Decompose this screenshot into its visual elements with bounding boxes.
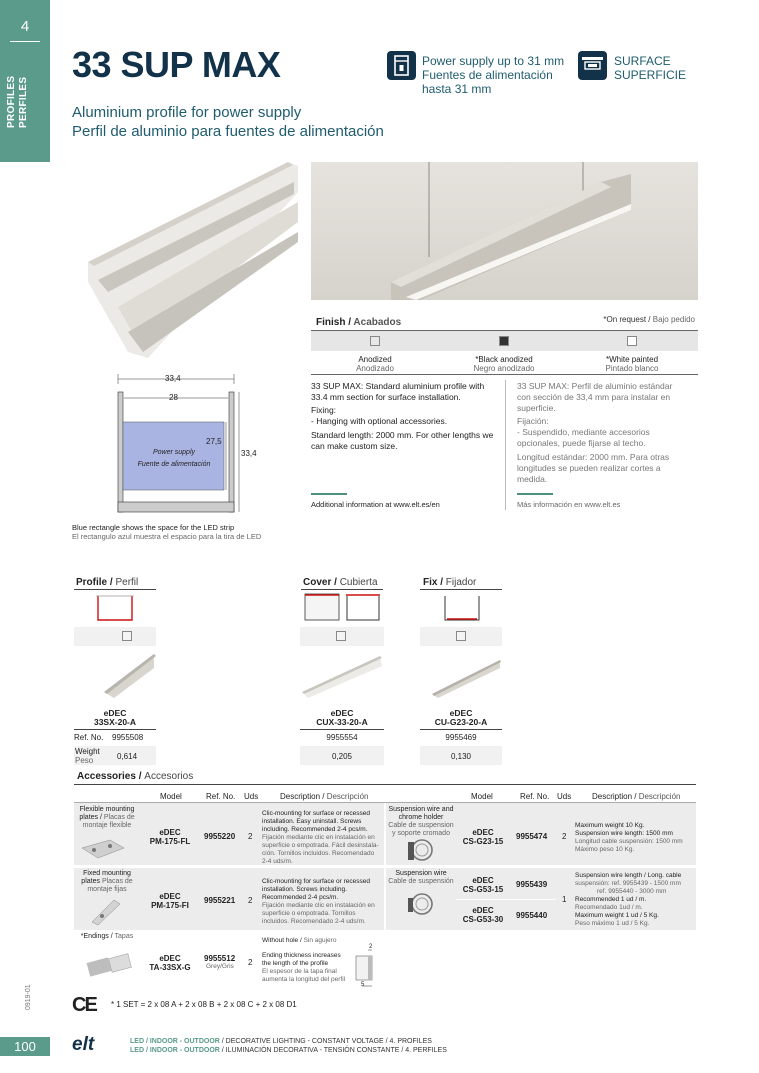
surface-text <box>614 54 686 82</box>
weight-label: Weight Peso <box>75 747 100 765</box>
profile-ref: 9955508 <box>112 733 144 742</box>
drawing-caption: Blue rectangle shows the space for the LED strip El rectangulo azul muestra el espacio para la tira de LED <box>72 523 262 541</box>
suspension-wire-photo <box>404 890 438 918</box>
white-painted-swatch <box>627 336 637 346</box>
dim-b: 5 <box>361 982 365 988</box>
fix-product-photo <box>420 648 502 700</box>
accessory-name: *Endings / Tapas <box>80 933 134 940</box>
accessories-title: Accessories / Accesorios <box>77 771 194 782</box>
rule <box>300 729 384 730</box>
rule <box>311 493 347 495</box>
swatch-row <box>74 627 156 646</box>
ending-cap-photo <box>84 950 134 980</box>
header-model: Model <box>160 792 182 801</box>
fix-section-title: Fix / Fijador <box>423 577 477 588</box>
header-uds: Uds <box>557 792 572 801</box>
fix-ref: 9955469 <box>445 733 477 742</box>
power-supply-label: Power supply Fuente de alimentación <box>137 449 211 468</box>
anodized-swatch <box>370 336 380 346</box>
suspension-holder-photo <box>404 836 438 864</box>
accessory-name: Suspension wire and chrome holder Cable de suspension y soporte cromado <box>388 806 454 837</box>
description-es: 33 SUP MAX: Perfil de aluminio estándar con sección de 33,4 mm para instalar en superficie. Fijación: - Suspendido, mediante accesorios opcionales, puede fijarse al techo. Longitud estándar: 2000 mm. Para otras longitudes se pueden realizar cortes a medida. <box>517 381 673 484</box>
section-number: 4 <box>20 18 30 35</box>
section-label <box>6 28 30 128</box>
profile-section-icon <box>94 592 136 624</box>
badge-line: Fuentes de alimentación <box>422 68 553 82</box>
accessory-name: Flexible mounting plates / Placas de montaje flexible <box>79 806 135 829</box>
header-model: Model <box>471 792 493 801</box>
cover-section-title: Cover / Cubierta <box>303 577 378 588</box>
accessory-uds: 2 <box>248 958 253 967</box>
header-ref: Ref. No. <box>206 792 236 801</box>
cover-ref: 9955554 <box>326 733 358 742</box>
cover-section-icon <box>303 592 383 624</box>
accessory-ref: 9955439 <box>516 880 548 889</box>
header-ref: Ref. No. <box>520 792 550 801</box>
cover-product-photo <box>300 648 384 700</box>
section-label-en: PROFILES <box>6 75 17 128</box>
finish-divider <box>311 374 698 375</box>
profile-product-code: eDEC 33SX-20-A <box>93 708 137 727</box>
dim-a: 2 <box>369 944 373 950</box>
page-title: 33 SUP MAX <box>72 44 281 85</box>
dim-outer-height: 33,4 <box>241 449 257 458</box>
dim-inner-height: 27,5 <box>206 437 222 446</box>
application-photo <box>311 162 698 300</box>
ce-mark: CE <box>72 994 96 1016</box>
ref-label: Ref. No. <box>74 733 104 742</box>
footer-text-es: LED / INDOOR - OUTDOOR / ILUMINACIÓN DECORATIVA - TENSIÓN CONSTANTE / 4. PERFILES <box>130 1047 447 1054</box>
accessory-uds: 2 <box>562 832 567 841</box>
dim-inner-width: 28 <box>169 393 178 402</box>
rule <box>420 589 502 590</box>
rule <box>74 729 156 730</box>
description-divider <box>505 380 506 510</box>
accessory-name: Fixed mounting plates Placas de montaje fijas <box>81 870 133 893</box>
on-request-note: *On request / Bajo pedido <box>603 315 695 324</box>
accessory-model: eDEC PM-175-FL <box>149 828 191 846</box>
accessory-model: eDEC CS-G53-30 <box>462 906 504 924</box>
rule <box>74 784 696 785</box>
accessory-ref: 9955474 <box>516 832 548 841</box>
badge-line: hasta 31 mm <box>422 82 492 96</box>
rule <box>420 729 502 730</box>
mounting-plate-photo <box>80 838 128 860</box>
badge-line: Power supply up to 31 mm <box>422 54 565 68</box>
accessory-name: Suspension wire Cable de suspensión <box>388 870 454 885</box>
profile-weight: 0,614 <box>117 752 138 761</box>
finish-label: Anodized Anodizado <box>356 355 394 373</box>
set-note: * 1 SET = 2 x 08 A + 2 x 08 B + 2 x 08 C + 2 x 08 D1 <box>111 1000 297 1009</box>
profile-photo <box>88 162 298 358</box>
accessory-subhead: Without hole / Sin agujero <box>262 937 337 944</box>
page-subtitle <box>72 103 384 141</box>
accessory-model: eDEC PM-175-FI <box>151 892 189 910</box>
accessory-model: eDEC TA-33SX-G <box>149 954 191 972</box>
subtitle-es: Perfil de aluminio para fuentes de alimentación <box>72 123 384 140</box>
cross-section-drawing <box>104 370 264 518</box>
row-divider <box>456 899 556 900</box>
power-supply-text <box>422 54 564 96</box>
accessory-ref: 9955220 <box>204 832 236 841</box>
accessory-color: Grey/Gris <box>206 963 234 970</box>
profile-product-photo <box>74 648 156 700</box>
accessory-uds: 1 <box>562 895 567 904</box>
black-anodized-swatch <box>499 336 509 346</box>
header-description: Description / Descripción <box>592 792 681 801</box>
accessory-description: Clic-mounting for surface or recessed installation. Easy uninstall. Screws including. Recommended 2-4 pcs/m. Fijación mediante clic en instalación en superficie o empotrada. Fácil desinstala-ción. Tornillos incluidos. Recomendado 2-4 uds/m. <box>262 810 379 865</box>
subtitle-en: Aluminium profile for power supply <box>72 104 302 121</box>
accessory-uds: 2 <box>248 896 253 905</box>
header-description: Description / Descripción <box>280 792 369 801</box>
accessory-description: Suspension wire length / Long. cable suspensión: ref. 9955439 - 1500 mm ref. 9955440 - 3000 mm Recommended 1 ud / m. Recomendado 1ud / m. Maximum weight 1 ud / 5 Kg. Peso máximo 1 ud / 5 Kg. <box>575 872 682 927</box>
fix-section-icon <box>441 592 483 624</box>
doc-code: 0919-01 <box>25 984 32 1010</box>
accessory-ref: 9955221 <box>204 896 236 905</box>
dim-outer-width: 33,4 <box>165 374 181 383</box>
rule <box>301 589 383 590</box>
fix-weight: 0,130 <box>450 752 472 761</box>
anodized-swatch <box>336 631 346 641</box>
header-uds: Uds <box>244 792 259 801</box>
accessory-uds: 2 <box>248 832 253 841</box>
cover-weight: 0,205 <box>331 752 353 761</box>
badge-line: SURFACE <box>614 54 671 68</box>
accessory-ref: 9955440 <box>516 911 548 920</box>
accessory-description: Clic-mounting for surface or recessed installation. Screws including. Recommended 2-4 pcs/m. Fijación mediante clic en instalación en superficie o empotrada. Tornillos incluidos. Recomendado 2-4 uds/m. <box>262 878 375 925</box>
accessory-ref: 9955512 <box>204 954 236 963</box>
cover-product-code: eDEC CUX-33-20-A <box>316 708 368 727</box>
accessory-model: eDEC CS-G23-15 <box>462 828 504 846</box>
more-info-en: Additional information at www.elt.es/en <box>311 500 440 509</box>
description-en: 33 SUP MAX: Standard aluminium profile with 33.4 mm section for surface installation. Fixing: - Hanging with optional accessories. Standard length: 2000 mm. For other lengths we can make custom size. <box>311 381 494 451</box>
footer-text-en: LED / INDOOR - OUTDOOR / DECORATIVE LIGHTING - CONSTANT VOLTAGE / 4. PROFILES <box>130 1038 432 1045</box>
fix-product-code: eDEC CU-G23-20-A <box>434 708 488 727</box>
rule <box>74 589 156 590</box>
anodized-swatch <box>122 631 132 641</box>
fixed-plate-photo <box>88 898 124 926</box>
accessory-model: eDEC CS-G53-15 <box>462 876 504 894</box>
page-number: 100 <box>0 1037 50 1056</box>
accessory-description: Ending thickness increases the length of the profile El espesor de la tapa final aumenta la longitud del perfil <box>262 952 346 983</box>
finish-label: *White painted Pintado blanco <box>605 355 659 373</box>
power-supply-icon <box>387 51 416 80</box>
finish-title: Finish / Acabados <box>316 317 402 328</box>
section-label-es: PERFILES <box>18 76 29 128</box>
brand-logo: elt <box>72 1034 95 1055</box>
anodized-swatch <box>456 631 466 641</box>
accessory-description: Maximum weight 10 Kg. Suspension wire length: 1500 mm Longitud cable suspensión: 1500 mm Máximo peso 10 Kg. <box>575 822 683 853</box>
profile-section-title: Profile / Perfil <box>76 577 139 588</box>
surface-mount-icon <box>578 51 607 80</box>
more-info-es: Más información en www.elt.es <box>517 500 621 509</box>
rule <box>517 493 553 495</box>
finish-label: *Black anodized Negro anodizado <box>473 355 535 373</box>
badge-line: SUPERFICIE <box>614 68 687 82</box>
